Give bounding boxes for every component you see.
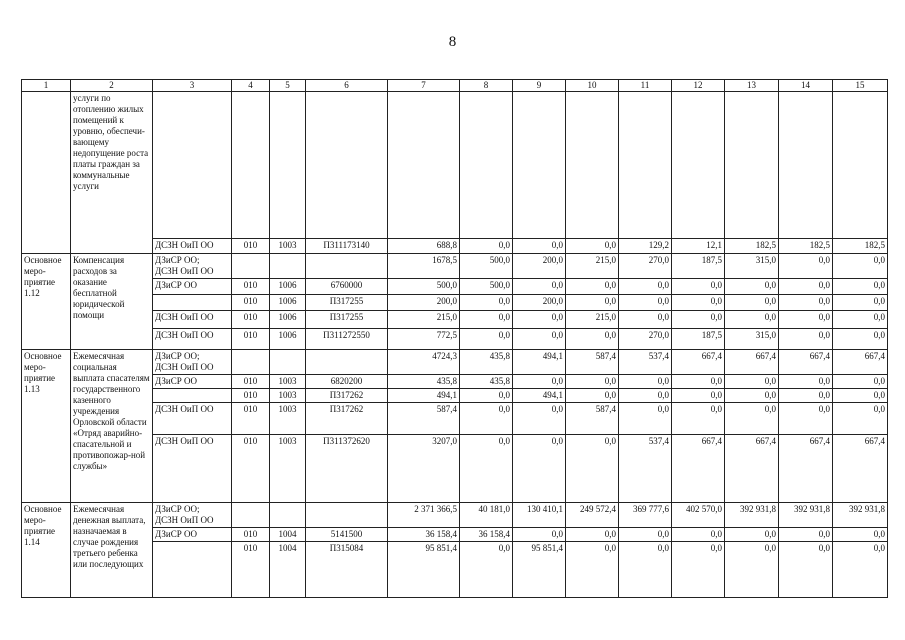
code-cell: 1006 [270, 328, 306, 349]
activity-description: услуги по отоплению жилых помещений к уровню, обеспечи-вающему недопущение роста платы граждан за коммунальные услуги [71, 92, 153, 254]
code-cell: 1003 [270, 374, 306, 388]
amount-cell: 0,0 [460, 328, 513, 349]
code-cell: П315084 [306, 541, 388, 597]
code-cell: 010 [232, 239, 270, 254]
amount-cell: 0,0 [833, 328, 888, 349]
amount-cell: 0,0 [672, 527, 725, 541]
code-cell: 1003 [270, 239, 306, 254]
amount-cell: 40 181,0 [460, 502, 513, 527]
amount-cell: 0,0 [566, 527, 619, 541]
amount-cell: 667,4 [779, 434, 833, 502]
code-cell: 1003 [270, 402, 306, 434]
amount-cell: 0,0 [460, 388, 513, 402]
header-cell: 3 [153, 80, 232, 92]
amount-cell: 200,0 [513, 294, 566, 310]
amount-cell: 0,0 [779, 328, 833, 349]
executor-name: ДСЗН ОиП ОО [155, 514, 214, 525]
amount-cell: 0,0 [619, 402, 672, 434]
empty-cell [833, 92, 888, 239]
code-cell: П311372620 [306, 434, 388, 502]
header-cell: 4 [232, 80, 270, 92]
amount-cell: 95 851,4 [513, 541, 566, 597]
activity-description: Компенсация расходов за оказание бесплатной юридической помощи [71, 254, 153, 350]
amount-cell: 1678,5 [388, 254, 460, 279]
amount-cell: 0,0 [779, 374, 833, 388]
empty-cell [232, 349, 270, 374]
amount-cell: 0,0 [672, 388, 725, 402]
amount-cell: 187,5 [672, 254, 725, 279]
amount-cell: 0,0 [725, 294, 779, 310]
amount-cell: 0,0 [725, 402, 779, 434]
empty-cell [270, 502, 306, 527]
amount-cell: 215,0 [388, 310, 460, 328]
activity-description: Ежемесячная социальная выплата спасателям государственного казенного учреждения Орловской области «Отряд аварийно-спасательной и противопожар-ной службы» [71, 349, 153, 502]
amount-cell: 0,0 [566, 374, 619, 388]
amount-cell: 187,5 [672, 328, 725, 349]
amount-cell: 130 410,1 [513, 502, 566, 527]
executor-name: ДЗиСР ОО; [155, 350, 200, 361]
amount-cell: 0,0 [725, 527, 779, 541]
amount-cell: 0,0 [566, 278, 619, 294]
amount-cell: 500,0 [460, 254, 513, 279]
empty-cell [306, 349, 388, 374]
code-cell: П317255 [306, 294, 388, 310]
empty-cell [460, 92, 513, 239]
executor-name: ДЗиСР ОО; [155, 255, 200, 265]
amount-cell: 0,0 [779, 402, 833, 434]
amount-cell: 667,4 [672, 349, 725, 374]
amount-cell: 0,0 [779, 388, 833, 402]
empty-cell [306, 92, 388, 239]
amount-cell: 667,4 [725, 349, 779, 374]
amount-cell: 0,0 [513, 527, 566, 541]
code-cell: П311272550 [306, 328, 388, 349]
amount-cell: 0,0 [833, 278, 888, 294]
table-row [22, 92, 888, 239]
empty-cell [270, 92, 306, 239]
amount-cell: 0,0 [513, 239, 566, 254]
executor-cell: ДЗиСР ОО [153, 278, 232, 294]
amount-cell: 0,0 [513, 328, 566, 349]
empty-cell [270, 349, 306, 374]
amount-cell: 0,0 [779, 278, 833, 294]
code-cell: 010 [232, 388, 270, 402]
executor-cell [153, 388, 232, 402]
header-cell: 2 [71, 80, 153, 92]
amount-cell: 270,0 [619, 254, 672, 279]
empty-cell [232, 92, 270, 239]
empty-cell [270, 254, 306, 279]
amount-cell: 0,0 [513, 402, 566, 434]
amount-cell: 667,4 [725, 434, 779, 502]
code-cell: 010 [232, 374, 270, 388]
code-cell: 1006 [270, 294, 306, 310]
amount-cell: 500,0 [388, 278, 460, 294]
code-cell: 1006 [270, 278, 306, 294]
empty-cell [306, 254, 388, 279]
code-cell: 1004 [270, 541, 306, 597]
amount-cell: 0,0 [619, 310, 672, 328]
executor-cell [153, 502, 232, 527]
amount-cell: 688,8 [388, 239, 460, 254]
amount-cell: 0,0 [566, 541, 619, 597]
executor-name: ДСЗН ОиП ОО [155, 361, 214, 372]
amount-cell: 315,0 [725, 328, 779, 349]
amount-cell: 0,0 [833, 402, 888, 434]
amount-cell: 0,0 [513, 278, 566, 294]
amount-cell: 494,1 [513, 349, 566, 374]
header-cell: 9 [513, 80, 566, 92]
amount-cell: 494,1 [388, 388, 460, 402]
empty-cell [725, 92, 779, 239]
code-cell: 1003 [270, 434, 306, 502]
executor-cell: ДСЗН ОиП ОО [153, 310, 232, 328]
amount-cell: 667,4 [779, 349, 833, 374]
code-cell: 5141500 [306, 527, 388, 541]
amount-cell: 200,0 [513, 254, 566, 279]
header-cell: 6 [306, 80, 388, 92]
activity-name-cell: Основное меро-приятие 1.12 [22, 254, 71, 350]
amount-cell: 0,0 [566, 239, 619, 254]
amount-cell: 249 572,4 [566, 502, 619, 527]
code-cell: 1004 [270, 527, 306, 541]
executor-name: ДЗиСР ОО; [155, 503, 200, 514]
executor-cell: ДСЗН ОиП ОО [153, 434, 232, 502]
amount-cell: 0,0 [672, 310, 725, 328]
amount-cell: 667,4 [833, 349, 888, 374]
amount-cell: 0,0 [779, 254, 833, 279]
amount-cell: 129,2 [619, 239, 672, 254]
budget-table [21, 79, 888, 598]
code-cell: 010 [232, 310, 270, 328]
activity-description: Ежемесячная денежная выплата, назначаемая в случае рождения третьего ребенка или последующих [71, 502, 153, 597]
header-cell: 10 [566, 80, 619, 92]
empty-cell [306, 502, 388, 527]
executor-cell: ДСЗН ОиП ОО [153, 328, 232, 349]
executor-cell: ДСЗН ОиП ОО [153, 402, 232, 434]
amount-cell: 0,0 [672, 402, 725, 434]
amount-cell: 0,0 [725, 541, 779, 597]
amount-cell: 0,0 [460, 541, 513, 597]
amount-cell: 0,0 [460, 402, 513, 434]
header-cell: 14 [779, 80, 833, 92]
empty-cell [153, 92, 232, 239]
amount-cell: 0,0 [460, 310, 513, 328]
amount-cell: 0,0 [460, 239, 513, 254]
code-cell: 010 [232, 402, 270, 434]
amount-cell: 0,0 [833, 527, 888, 541]
amount-cell: 0,0 [833, 310, 888, 328]
amount-cell: 772,5 [388, 328, 460, 349]
amount-cell: 0,0 [460, 434, 513, 502]
activity-name-cell: Основное меро-приятие 1.13 [22, 349, 71, 502]
amount-cell: 0,0 [513, 374, 566, 388]
code-cell: 010 [232, 527, 270, 541]
amount-cell: 0,0 [779, 541, 833, 597]
activity-name-cell: Основное меро-приятие 1.14 [22, 502, 71, 597]
code-cell: 010 [232, 328, 270, 349]
header-cell: 12 [672, 80, 725, 92]
empty-cell [566, 92, 619, 239]
code-cell: 010 [232, 294, 270, 310]
amount-cell: 215,0 [566, 310, 619, 328]
amount-cell: 537,4 [619, 434, 672, 502]
executor-cell: ДЗиСР ОО [153, 527, 232, 541]
amount-cell: 0,0 [833, 541, 888, 597]
amount-cell: 587,4 [388, 402, 460, 434]
amount-cell: 0,0 [725, 310, 779, 328]
amount-cell: 182,5 [779, 239, 833, 254]
amount-cell: 0,0 [725, 374, 779, 388]
amount-cell: 494,1 [513, 388, 566, 402]
amount-cell: 435,8 [388, 374, 460, 388]
amount-cell: 0,0 [833, 294, 888, 310]
page-number: 8 [448, 34, 457, 50]
header-cell: 1 [22, 80, 71, 92]
amount-cell: 0,0 [672, 541, 725, 597]
empty-cell [619, 92, 672, 239]
amount-cell: 0,0 [513, 434, 566, 502]
amount-cell: 0,0 [833, 254, 888, 279]
amount-cell: 0,0 [779, 310, 833, 328]
amount-cell: 392 931,8 [833, 502, 888, 527]
amount-cell: 0,0 [672, 294, 725, 310]
amount-cell: 667,4 [672, 434, 725, 502]
amount-cell: 0,0 [619, 527, 672, 541]
amount-cell: 95 851,4 [388, 541, 460, 597]
executor-name: ДСЗН ОиП ОО [155, 265, 214, 276]
amount-cell: 12,1 [672, 239, 725, 254]
amount-cell: 435,8 [460, 374, 513, 388]
empty-cell [388, 92, 460, 239]
table-row [22, 349, 888, 374]
code-cell: 6760000 [306, 278, 388, 294]
code-cell: 010 [232, 278, 270, 294]
executor-cell [153, 254, 232, 279]
amount-cell: 0,0 [619, 294, 672, 310]
amount-cell: 0,0 [566, 388, 619, 402]
amount-cell: 537,4 [619, 349, 672, 374]
executor-cell [153, 294, 232, 310]
empty-cell [672, 92, 725, 239]
amount-cell: 402 570,0 [672, 502, 725, 527]
amount-cell: 0,0 [672, 374, 725, 388]
amount-cell: 270,0 [619, 328, 672, 349]
executor-cell: ДЗиСР ОО [153, 374, 232, 388]
amount-cell: 182,5 [833, 239, 888, 254]
code-cell: П317262 [306, 388, 388, 402]
empty-cell [232, 254, 270, 279]
amount-cell: 667,4 [833, 434, 888, 502]
header-cell: 7 [388, 80, 460, 92]
amount-cell: 200,0 [388, 294, 460, 310]
amount-cell: 315,0 [725, 254, 779, 279]
code-cell: 6820200 [306, 374, 388, 388]
amount-cell: 3207,0 [388, 434, 460, 502]
amount-cell: 392 931,8 [779, 502, 833, 527]
header-cell: 8 [460, 80, 513, 92]
code-cell: 1003 [270, 388, 306, 402]
activity-name-cell [22, 92, 71, 254]
header-cell: 5 [270, 80, 306, 92]
amount-cell: 0,0 [619, 388, 672, 402]
amount-cell: 369 777,6 [619, 502, 672, 527]
amount-cell: 587,4 [566, 349, 619, 374]
code-cell: 1006 [270, 310, 306, 328]
empty-cell [513, 92, 566, 239]
empty-cell [779, 92, 833, 239]
amount-cell: 0,0 [725, 388, 779, 402]
executor-cell [153, 349, 232, 374]
header-row [22, 80, 888, 92]
amount-cell: 500,0 [460, 278, 513, 294]
amount-cell: 435,8 [460, 349, 513, 374]
table-row [22, 502, 888, 527]
amount-cell: 182,5 [725, 239, 779, 254]
amount-cell: 0,0 [672, 278, 725, 294]
amount-cell: 0,0 [460, 294, 513, 310]
code-cell: П311173140 [306, 239, 388, 254]
amount-cell: 0,0 [566, 328, 619, 349]
header-cell: 11 [619, 80, 672, 92]
amount-cell: 0,0 [779, 294, 833, 310]
amount-cell: 0,0 [566, 434, 619, 502]
amount-cell: 36 158,4 [460, 527, 513, 541]
code-cell: П317255 [306, 310, 388, 328]
header-cell: 15 [833, 80, 888, 92]
amount-cell: 215,0 [566, 254, 619, 279]
executor-cell: ДСЗН ОиП ОО [153, 239, 232, 254]
empty-cell [232, 502, 270, 527]
code-cell: 010 [232, 541, 270, 597]
code-cell: П317262 [306, 402, 388, 434]
amount-cell: 0,0 [619, 278, 672, 294]
amount-cell: 0,0 [779, 527, 833, 541]
amount-cell: 587,4 [566, 402, 619, 434]
amount-cell: 392 931,8 [725, 502, 779, 527]
amount-cell: 0,0 [619, 541, 672, 597]
header-cell: 13 [725, 80, 779, 92]
amount-cell: 4724,3 [388, 349, 460, 374]
amount-cell: 0,0 [833, 374, 888, 388]
executor-cell [153, 541, 232, 597]
amount-cell: 0,0 [833, 388, 888, 402]
amount-cell: 2 371 366,5 [388, 502, 460, 527]
code-cell: 010 [232, 434, 270, 502]
amount-cell: 0,0 [619, 374, 672, 388]
amount-cell: 0,0 [725, 278, 779, 294]
amount-cell: 0,0 [513, 310, 566, 328]
table-row [22, 254, 888, 279]
amount-cell: 0,0 [566, 294, 619, 310]
amount-cell: 36 158,4 [388, 527, 460, 541]
